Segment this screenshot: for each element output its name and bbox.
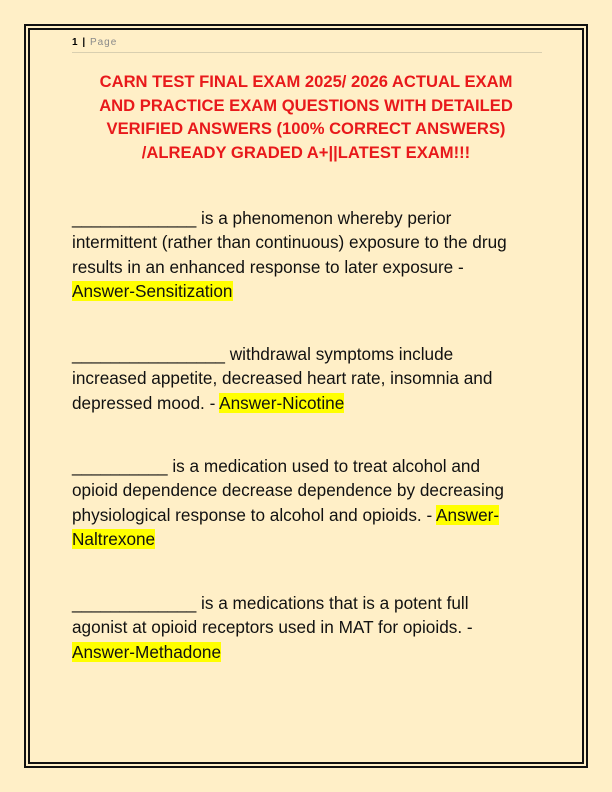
page-label: Page (89, 37, 118, 48)
question-line: intermittent (rather than continuous) exposure to the drug (72, 232, 507, 253)
page-number: 1 (72, 37, 78, 48)
answer-highlight: Answer-Methadone (72, 641, 222, 662)
question-sensitization (72, 206, 542, 303)
question-naltrexone (72, 454, 542, 551)
title-line: /ALREADY GRADED A+||LATEST EXAM!!! (141, 142, 471, 162)
question-line: increased appetite, decreased heart rate, insomnia and (72, 368, 493, 389)
header-separator: | (82, 37, 86, 48)
question-line: __________ is a medication used to treat alcohol and (72, 456, 481, 476)
question-line: physiological response to alcohol and opioids. - (72, 504, 437, 525)
question-methadone (72, 591, 542, 664)
question-line: results in an enhanced response to later exposure - (72, 256, 464, 277)
answer-highlight: Naltrexone (72, 528, 156, 549)
answer-highlight: Answer-Sensitization (72, 280, 233, 301)
title-line: AND PRACTICE EXAM QUESTIONS WITH DETAILED (99, 95, 513, 115)
answer-highlight: Answer-Nicotine (219, 392, 345, 413)
page-header (72, 36, 542, 53)
question-line: ________________ withdrawal symptoms include (72, 344, 454, 364)
question-line: depressed mood. - (72, 392, 220, 413)
question-line: _____________ is a phenomenon whereby perior (72, 208, 452, 228)
question-line: _____________ is a medications that is a potent full (72, 593, 469, 613)
document-title (70, 70, 542, 164)
question-line: opioid dependence decrease dependence by decreasing (72, 480, 504, 501)
question-line: agonist at opioid receptors used in MAT for opioids. - (72, 617, 473, 638)
question-nicotine (72, 342, 542, 415)
title-line: VERIFIED ANSWERS (100% CORRECT ANSWERS) (106, 119, 506, 138)
answer-highlight: Answer- (436, 504, 500, 525)
title-line: CARN TEST FINAL EXAM 2025/ 2026 ACTUAL EXAM (99, 72, 513, 91)
